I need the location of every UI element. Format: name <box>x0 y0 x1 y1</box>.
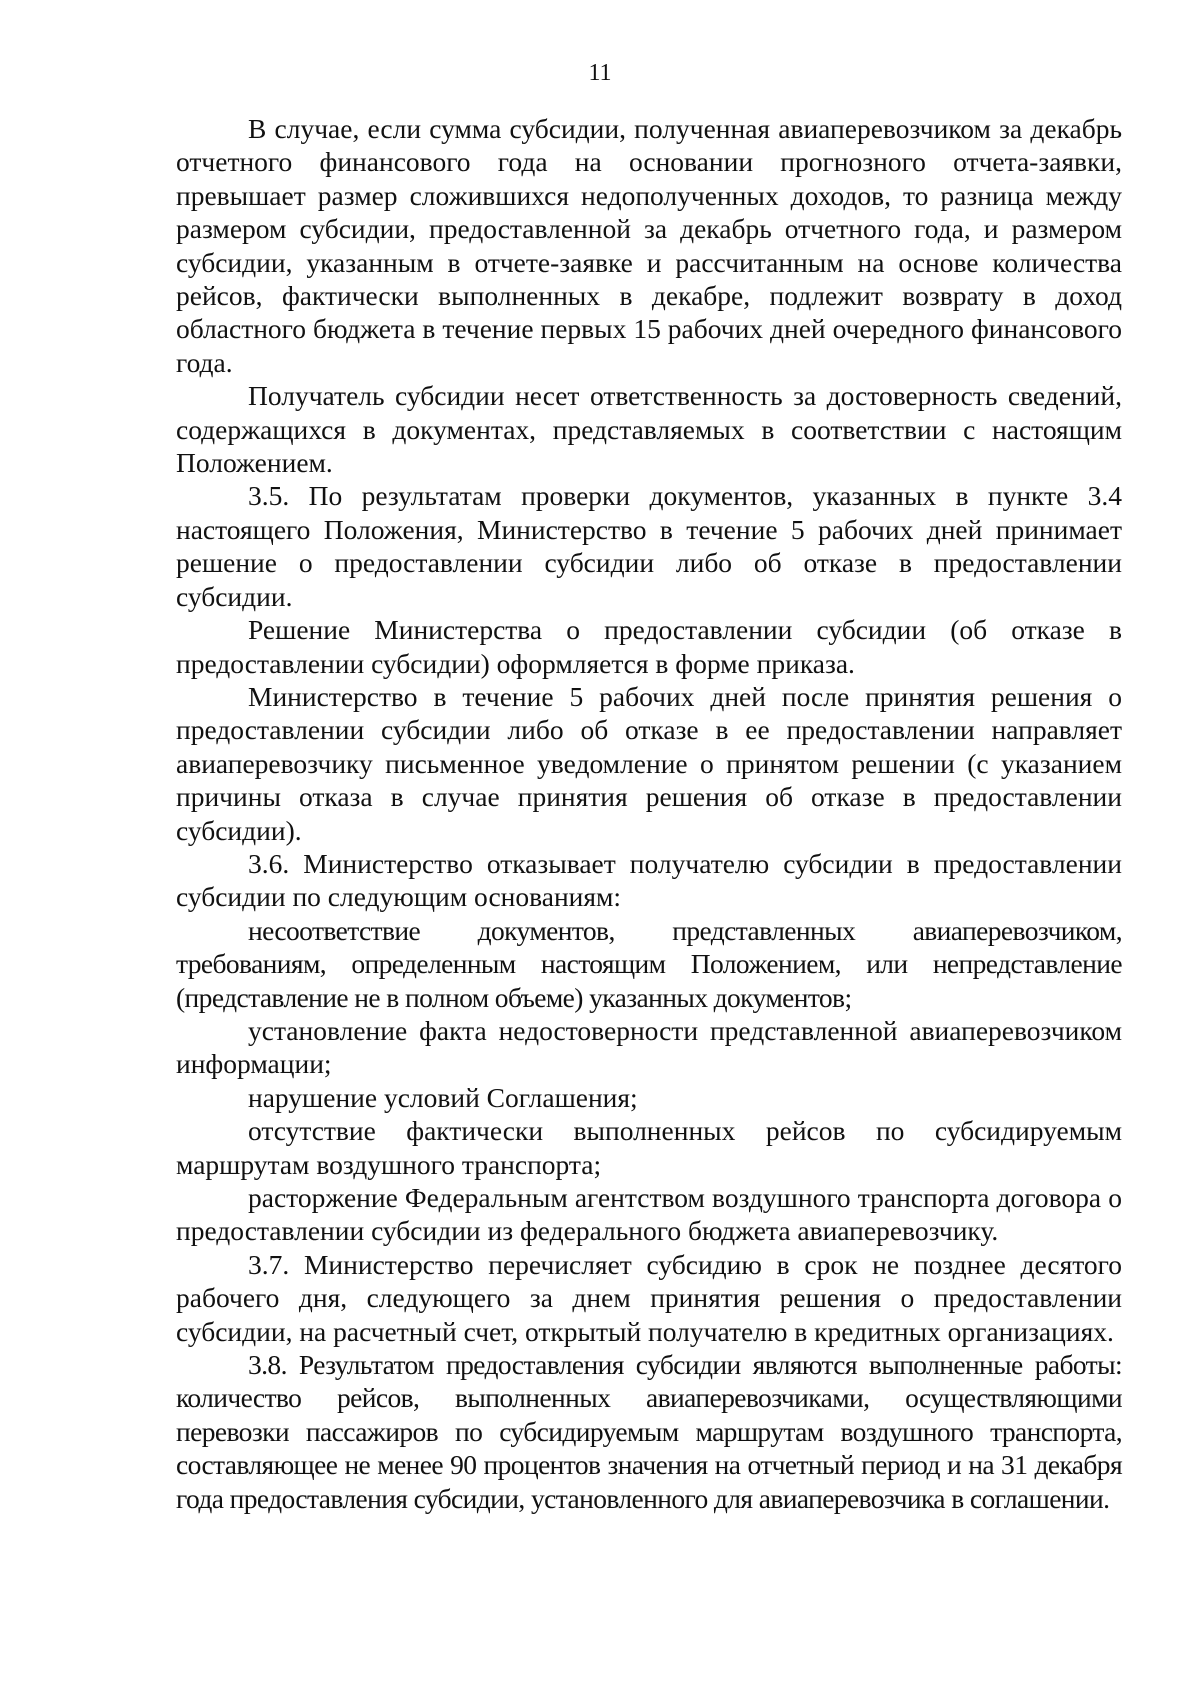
paragraph-3-7: 3.7. Министерство перечисляет субсидию в срок не позднее десятого рабочего дня, следующего за днем принятия решения о предоставлении субсидии, на расчетный счет, открытый получателю в кредитных организациях. <box>176 1248 1122 1347</box>
paragraph-decision-form: Решение Министерства о предоставлении субсидии (об отказе в предоставлении субсидии) оформляется в форме приказа. <box>176 614 1122 679</box>
paragraph-3-8: 3.8. Результатом предоставления субсидии являются выполненные работы: количество рейсов, выполненных авиаперевозчиками, осуществляющими перевозки пассажиров по субсидируемым маршрутам воздушного транспорта, составляющее не менее 90 процентов значения на отчетный период и на 31 декабря года предоставления субсидии, установленного для авиаперевозчика в соглашении. <box>176 1349 1122 1514</box>
paragraph-notification: Министерство в течение 5 рабочих дней после принятия решения о предоставлении субсидии либо об отказе в ее предоставлении направляет авиаперевозчику письменное уведомление о принятом решении (с указанием причины отказа в случае принятия решения об отказе в предоставлении субсидии). <box>176 680 1122 846</box>
paragraph-3-6: 3.6. Министерство отказывает получателю субсидии в предоставлении субсидии по следующим основаниям: <box>176 847 1122 913</box>
list-item-unreliable-info: установление факта недостоверности представленной авиаперевозчиком информации; <box>176 1014 1122 1080</box>
paragraph-3-5: 3.5. По результатам проверки документов, указанных в пункте 3.4 настоящего Положения, Министерство в течение 5 рабочих дней принимает решение о предоставлении субсидии либо об отказе в предоставлении субсидии. <box>176 480 1122 612</box>
list-item-nonconformity: несоответствие документов, представленных авиаперевозчиком, требованиям, определенным настоящим Положением, или непредставление (представление не в полном объеме) указанных документов; <box>176 914 1122 1013</box>
paragraph-responsibility: Получатель субсидии несет ответственность за достоверность сведений, содержащихся в документах, представляемых в соответствии с настоящим Положением. <box>176 380 1122 479</box>
list-item-no-flights: отсутствие фактически выполненных рейсов по субсидируемым маршрутам воздушного транспорта; <box>176 1115 1122 1180</box>
paragraph-refund: В случае, если сумма субсидии, полученная авиаперевозчиком за декабрь отчетного финансового года на основании прогнозного отчета-заявки, превышает размер сложившихся недополученных доходов, то разница между размером субсидии, предоставленной за декабрь отчетного года, и размером субсидии, указанным в отчете-заявке и рассчитанным на основе количества рейсов, фактически выполненных в декабре, подлежит возврату в доход областного бюджета в течение первых 15 рабочих дней очередного финансового года. <box>176 113 1122 378</box>
document-body <box>176 112 1122 1515</box>
list-item-agreement-violation: нарушение условий Соглашения; <box>248 1081 638 1113</box>
list-item-contract-termination: расторжение Федеральным агентством воздушного транспорта договора о предоставлении субсидии из федерального бюджета авиаперевозчику. <box>176 1182 1122 1247</box>
page-number: 11 <box>588 60 612 86</box>
